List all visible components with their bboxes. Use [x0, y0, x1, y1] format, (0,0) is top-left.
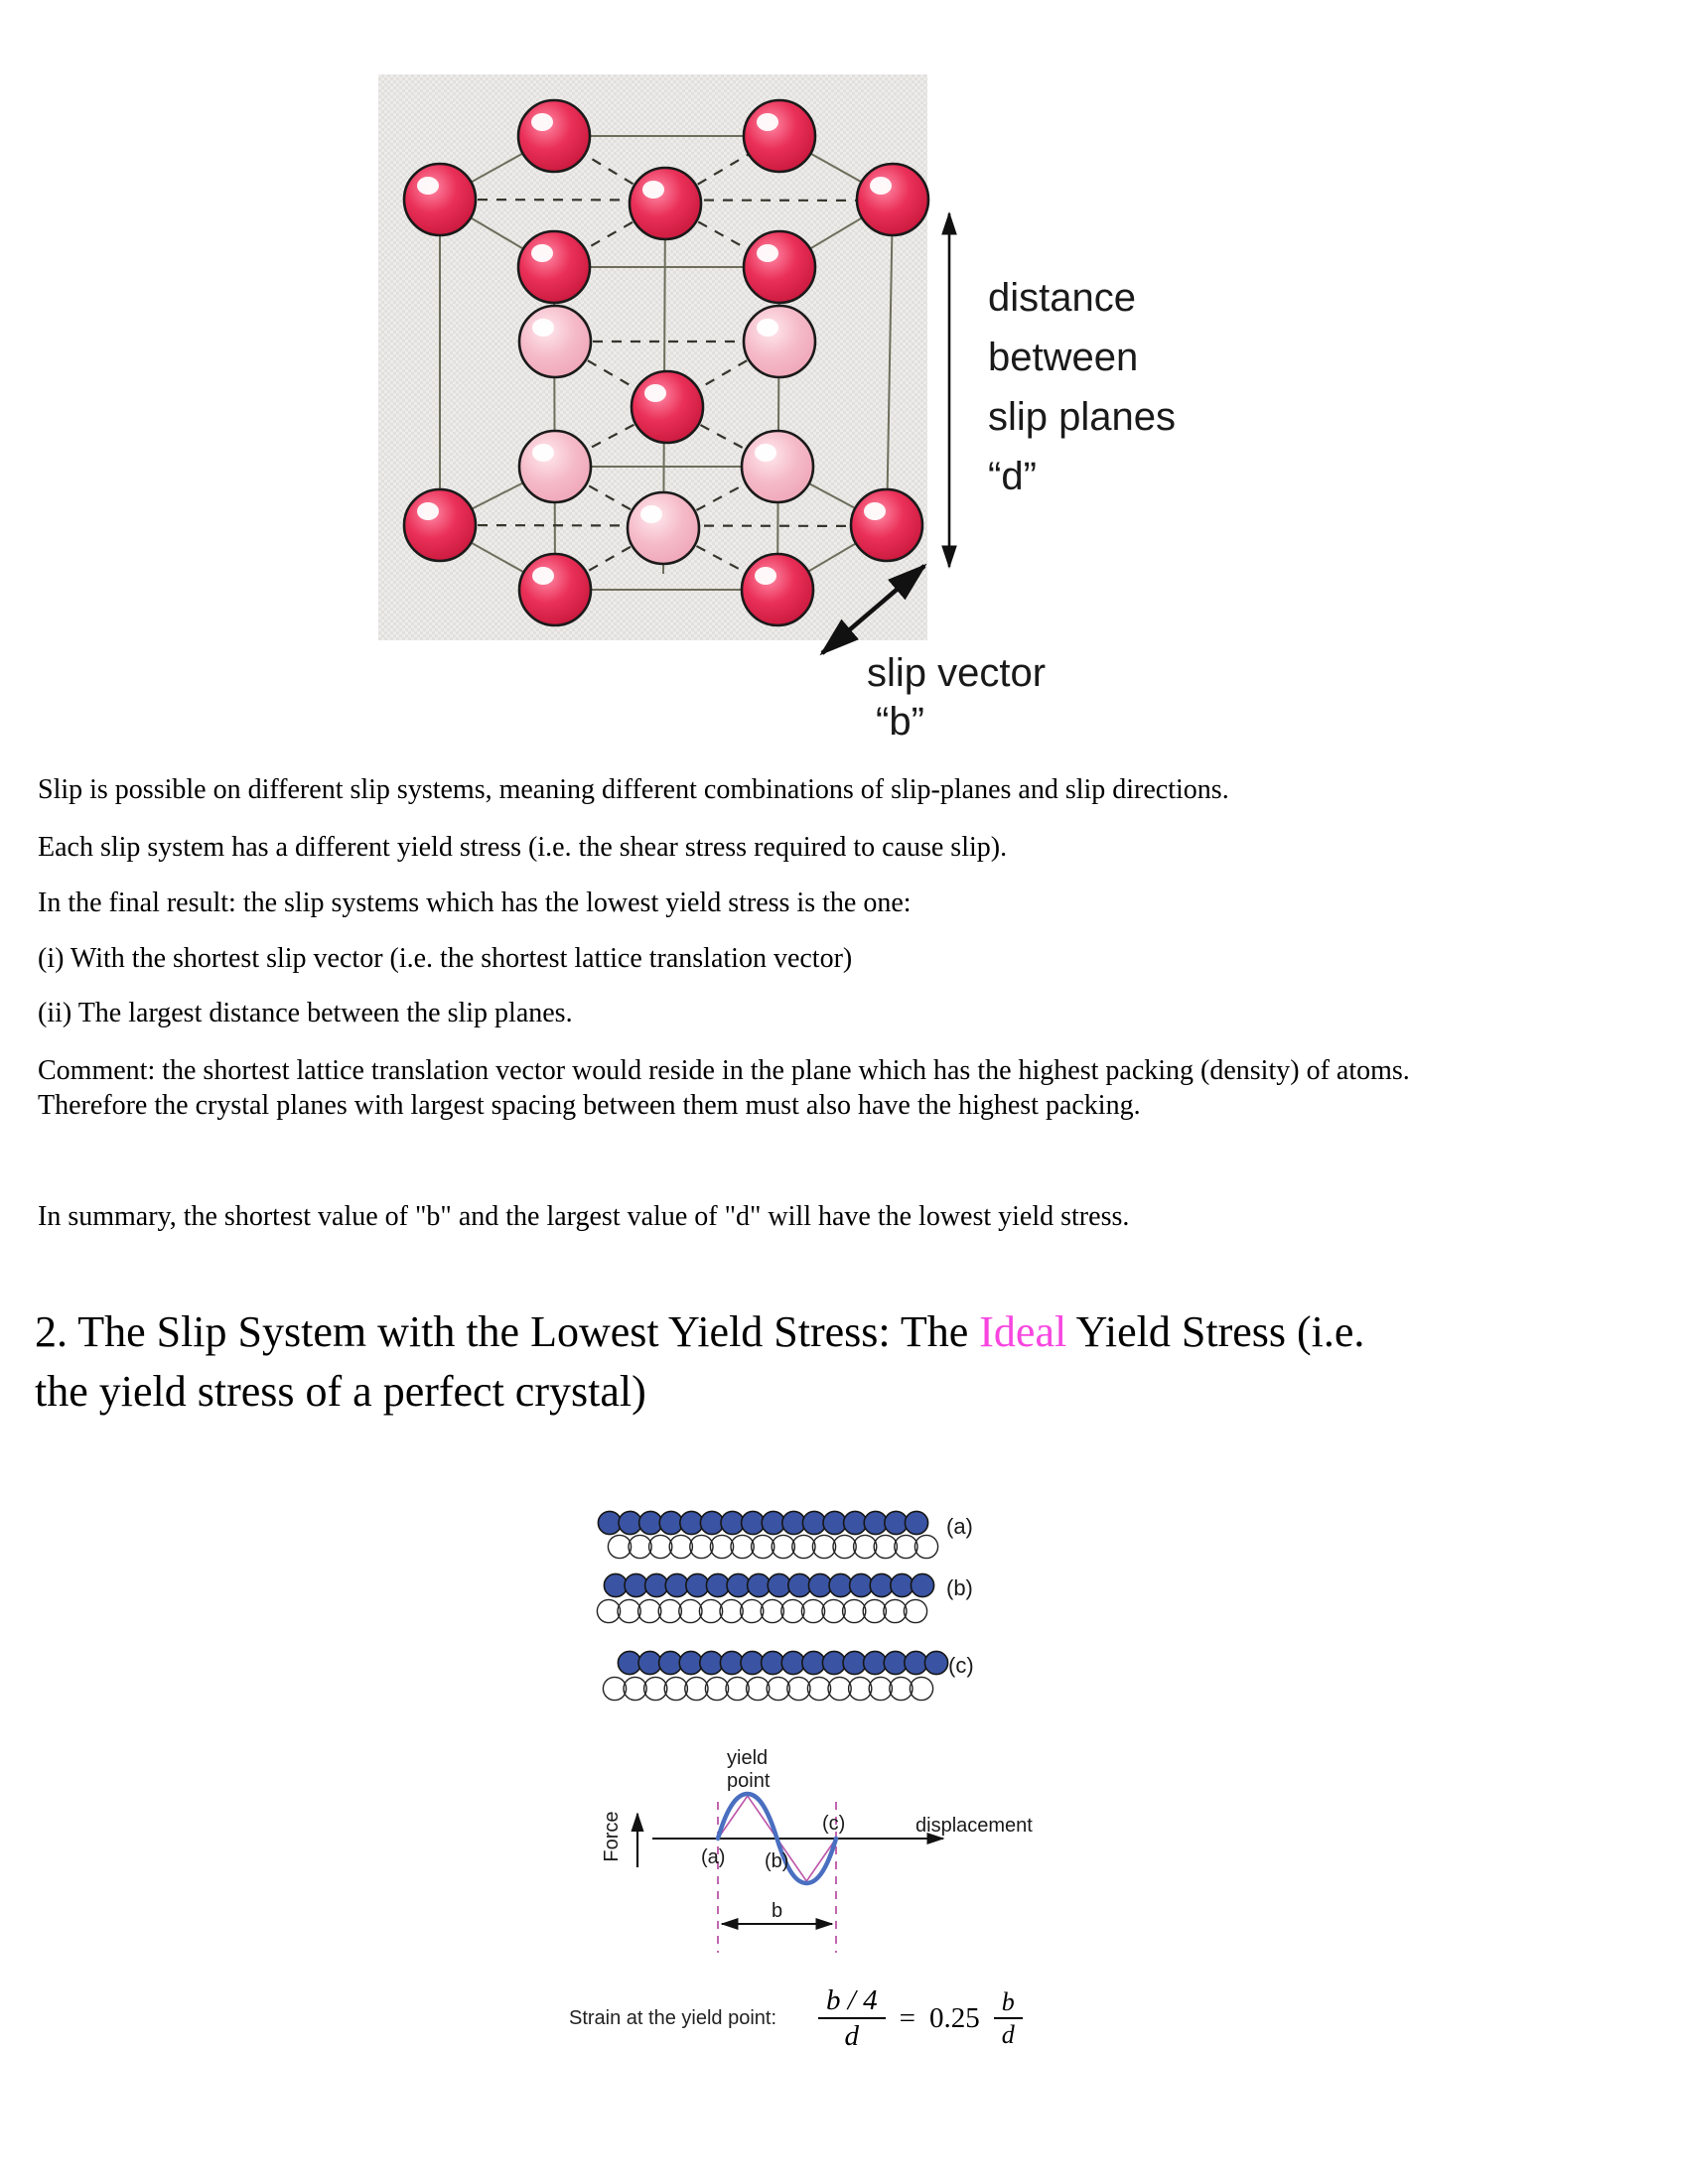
white-atom-circle: [603, 1677, 626, 1700]
atom-red: [744, 100, 815, 172]
white-atom-circle: [833, 1535, 856, 1558]
atom-red: [404, 164, 476, 235]
blue-atom-circle: [741, 1651, 764, 1674]
blue-atom-circle: [864, 1511, 887, 1534]
blue-atom-circle: [665, 1573, 688, 1596]
paragraph-item-ii: (ii) The largest distance between the slip planes.: [38, 998, 573, 1028]
blue-atom-circle: [762, 1511, 784, 1534]
white-atom-circle: [629, 1535, 651, 1558]
fraction2-denominator: d: [1001, 2020, 1015, 2050]
white-atom-circle: [812, 1535, 835, 1558]
blue-atom-circle: [598, 1511, 621, 1534]
atom-highlight: [640, 505, 662, 523]
atom-pink: [744, 306, 815, 377]
blue-atom-circle: [844, 1511, 867, 1534]
white-atom-circle: [752, 1535, 774, 1558]
atom-pink: [519, 431, 591, 502]
fraction-b-over-d: [994, 1988, 1023, 2049]
paragraph-final-result: In the final result: the slip systems which has the lowest yield stress is the one:: [38, 887, 912, 918]
atom-highlight: [532, 567, 554, 585]
atom-pink: [519, 306, 591, 377]
atom-red: [632, 371, 703, 443]
paragraph-comment-line2: Therefore the crystal planes with largest spacing between them must also have the highest packing.: [38, 1090, 1141, 1121]
white-atom-circle: [747, 1677, 770, 1700]
white-atom-circle: [731, 1535, 754, 1558]
white-atom-circle: [849, 1677, 872, 1700]
blue-atom-circle: [720, 1651, 743, 1674]
atom-pink: [628, 492, 699, 564]
atom-highlight: [757, 113, 778, 131]
atom-highlight: [531, 113, 553, 131]
paragraph-each-slip-system: Each slip system has a different yield stress (i.e. the shear stress required to cause slip).: [38, 832, 1008, 863]
white-atom-circle: [699, 1599, 722, 1622]
heading-text-pre: 2. The Slip System with the Lowest Yield Stress: The: [35, 1307, 980, 1356]
atom-red: [518, 231, 590, 303]
blue-atom-circle: [822, 1651, 845, 1674]
paragraph-comment: [38, 1053, 1646, 1123]
distance-label-line1: distance: [988, 276, 1136, 320]
white-atom-circle: [624, 1677, 646, 1700]
paragraph-summary: In summary, the shortest value of "b" and the largest value of "d" will have the lowest yield stress.: [38, 1201, 1130, 1232]
blue-atom-circle: [823, 1511, 846, 1534]
white-atom-circle: [679, 1599, 702, 1622]
blue-atom-circle: [781, 1651, 804, 1674]
atom-highlight: [642, 181, 664, 199]
blue-atom-circle: [905, 1511, 927, 1534]
white-atom-circle: [904, 1599, 926, 1622]
atom-highlight: [417, 502, 439, 520]
blue-atom-circle: [885, 1511, 908, 1534]
row-label-c: (c): [948, 1653, 974, 1678]
atom-highlight: [532, 319, 554, 337]
blue-atom-circle: [619, 1511, 641, 1534]
white-atom-circle: [767, 1677, 789, 1700]
white-atom-circle: [792, 1535, 815, 1558]
slip-vector-label: slip vector: [867, 651, 1047, 695]
white-atom-circle: [658, 1599, 681, 1622]
white-atom-circle: [781, 1599, 804, 1622]
white-atom-circle: [828, 1677, 851, 1700]
blue-atom-circle: [843, 1651, 866, 1674]
blue-atom-circle: [680, 1511, 703, 1534]
blue-atom-circle: [924, 1651, 947, 1674]
atom-pink: [742, 431, 813, 502]
atom-rows: [597, 1511, 947, 1700]
row-label-b: (b): [946, 1575, 973, 1600]
blue-atom-circle: [679, 1651, 702, 1674]
force-displacement-graph: [601, 1747, 1033, 1953]
atom-highlight: [870, 177, 892, 195]
blue-atom-circle: [700, 1511, 723, 1534]
blue-atom-circle: [762, 1651, 784, 1674]
point-b-label: (b): [765, 1850, 789, 1872]
blue-atom-circle: [864, 1651, 887, 1674]
white-atom-circle: [761, 1599, 783, 1622]
blue-atom-circle: [618, 1651, 640, 1674]
white-atom-circle: [874, 1535, 897, 1558]
white-atom-circle: [690, 1535, 713, 1558]
white-atom-circle: [869, 1677, 892, 1700]
paragraph-comment-line1: Comment: the shortest lattice translation vector would reside in the plane which has the highest packing (density) of atoms.: [38, 1055, 1410, 1086]
blue-atom-circle: [891, 1573, 914, 1596]
blue-atom-circle: [911, 1573, 933, 1596]
blue-atom-circle: [604, 1573, 627, 1596]
atom-highlight: [755, 567, 776, 585]
displacement-axis-label: displacement: [915, 1815, 1033, 1837]
distance-label-line2: between: [988, 336, 1139, 379]
atom-red: [404, 489, 476, 561]
blue-atom-circle: [782, 1511, 805, 1534]
white-atom-circle: [843, 1599, 866, 1622]
white-atom-circle: [597, 1599, 620, 1622]
slip-vector-b-label: “b”: [876, 700, 924, 744]
blue-atom-circle: [802, 1651, 825, 1674]
white-atom-circle: [772, 1535, 794, 1558]
white-atom-circle: [741, 1599, 764, 1622]
white-atom-circle: [726, 1677, 749, 1700]
force-axis-label: Force: [601, 1811, 623, 1862]
atom-highlight: [755, 444, 776, 462]
atom-highlight: [532, 444, 554, 462]
paragraph-slip-possible: Slip is possible on different slip systems, meaning different combinations of slip-planes and slip directions.: [38, 774, 1229, 805]
paragraph-item-i: (i) With the shortest slip vector (i.e. the shortest lattice translation vector): [38, 943, 853, 974]
white-atom-circle: [664, 1677, 687, 1700]
white-atom-circle: [807, 1677, 830, 1700]
white-atom-circle: [705, 1677, 728, 1700]
white-atom-circle: [644, 1677, 667, 1700]
blue-atom-circle: [645, 1573, 668, 1596]
crystal-lattice-figure: [378, 74, 1176, 744]
white-atom-circle: [787, 1677, 810, 1700]
point-c-label: (c): [822, 1813, 846, 1835]
blue-atom-circle: [639, 1511, 662, 1534]
white-atom-circle: [801, 1599, 824, 1622]
blue-atom-circle: [686, 1573, 709, 1596]
strain-formula: [569, 1985, 1023, 2052]
yield-point-label-line2: point: [727, 1770, 771, 1792]
blue-atom-circle: [829, 1573, 852, 1596]
atom-highlight: [531, 244, 553, 262]
blue-atom-circle: [706, 1573, 729, 1596]
blue-atom-circle: [768, 1573, 790, 1596]
atom-red: [857, 164, 928, 235]
white-atom-circle: [608, 1535, 631, 1558]
atom-red: [518, 100, 590, 172]
white-atom-circle: [822, 1599, 845, 1622]
white-atom-circle: [895, 1535, 917, 1558]
blue-atom-circle: [721, 1511, 744, 1534]
blue-atom-circle: [884, 1651, 907, 1674]
strain-formula-label: Strain at the yield point:: [569, 2006, 777, 2029]
distance-label-line4-d: “d”: [988, 455, 1037, 498]
blue-atom-circle: [802, 1511, 825, 1534]
blue-atom-circle: [638, 1651, 661, 1674]
atom-red: [744, 231, 815, 303]
white-atom-circle: [890, 1677, 913, 1700]
white-atom-circle: [638, 1599, 661, 1622]
distance-label-line3: slip planes: [988, 395, 1177, 439]
b-span-label: b: [772, 1900, 783, 1922]
blue-atom-circle: [905, 1651, 927, 1674]
white-atom-circle: [854, 1535, 877, 1558]
coefficient-025: 0.25: [928, 2001, 980, 2034]
white-atom-circle: [863, 1599, 886, 1622]
blue-atom-circle: [870, 1573, 893, 1596]
blue-atom-circle: [742, 1511, 765, 1534]
white-atom-circle: [710, 1535, 733, 1558]
blue-atom-circle: [788, 1573, 811, 1596]
blue-atom-circle: [700, 1651, 723, 1674]
atom-red: [851, 489, 922, 561]
white-atom-circle: [720, 1599, 743, 1622]
fraction-numerator: b / 4: [818, 1985, 886, 2019]
atom-highlight: [644, 384, 666, 402]
atom-red: [742, 554, 813, 625]
atom-highlight: [757, 244, 778, 262]
atom-highlight: [864, 502, 886, 520]
point-a-label: (a): [701, 1846, 726, 1868]
white-atom-circle: [669, 1535, 692, 1558]
blue-atom-circle: [808, 1573, 831, 1596]
white-atom-circle: [910, 1677, 932, 1700]
section-heading: [35, 1302, 1584, 1422]
atom-red: [630, 168, 701, 239]
atom-rows-figure: [597, 1511, 973, 1700]
blue-atom-circle: [850, 1573, 873, 1596]
blue-atom-circle: [659, 1651, 682, 1674]
blue-atom-circle: [659, 1511, 682, 1534]
atom-red: [519, 554, 591, 625]
white-atom-circle: [914, 1535, 937, 1558]
blue-atom-circle: [727, 1573, 750, 1596]
blue-atom-circle: [748, 1573, 771, 1596]
row-label-a: (a): [946, 1514, 973, 1539]
blue-atom-circle: [625, 1573, 647, 1596]
white-atom-circle: [884, 1599, 907, 1622]
fraction-b4-over-d: [818, 1985, 886, 2052]
white-atom-circle: [618, 1599, 640, 1622]
fraction-denominator: d: [844, 2020, 860, 2053]
atom-highlight: [417, 177, 439, 195]
heading-text-post: Yield Stress (i.e.: [1066, 1307, 1365, 1356]
fraction2-numerator: b: [994, 1988, 1023, 2019]
heading-line2: the yield stress of a perfect crystal): [35, 1367, 646, 1416]
atom-highlight: [757, 319, 778, 337]
equals-sign: =: [899, 2001, 915, 2034]
heading-highlight-ideal: Ideal: [979, 1307, 1067, 1356]
white-atom-circle: [649, 1535, 672, 1558]
yield-point-label-line1: yield: [727, 1747, 769, 1769]
white-atom-circle: [685, 1677, 708, 1700]
